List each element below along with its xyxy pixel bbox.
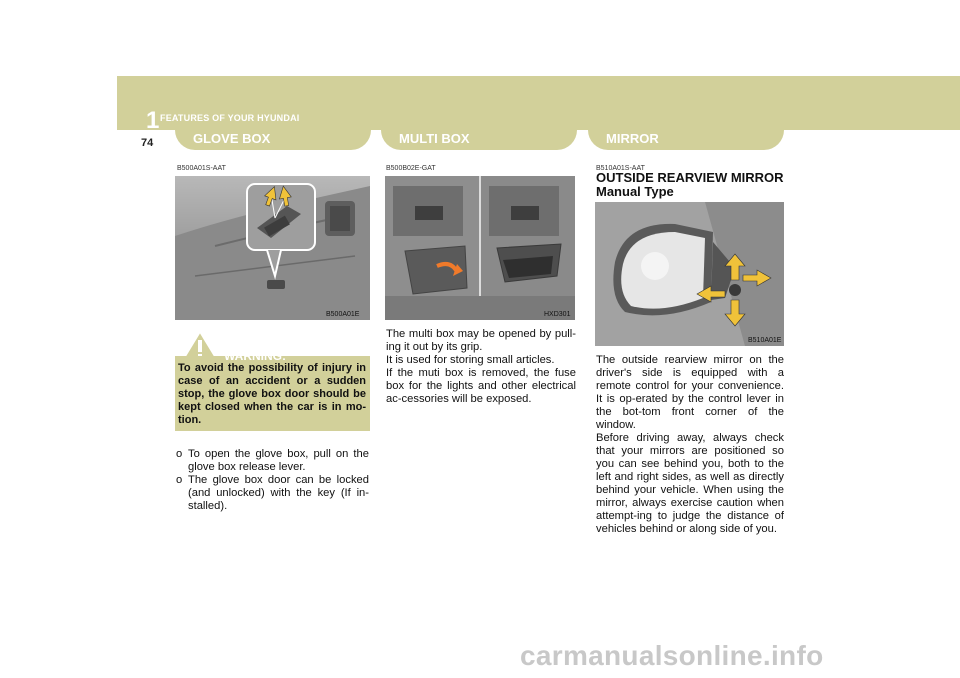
warning-text: To avoid the possibility of injury in case of an accident or a sudden stop, the glove box door should be kept closed when the car is in mo-tion. xyxy=(178,362,366,426)
mirror-illustration xyxy=(595,202,784,346)
glove-box-illustration xyxy=(175,176,370,320)
mirror-figure-label: B510A01E xyxy=(748,337,782,344)
glove-box-photo xyxy=(175,176,370,320)
multi-box-body: The multi box may be opened by pull-ing it out by its grip. It is used for storing small articles. If the muti box is removed, the fuse box for the lights and other electrical ac-cessories will be exposed. xyxy=(386,328,576,405)
watermark: carmanualsonline.info xyxy=(520,640,824,671)
section-tab-glove-box: GLOVE BOX xyxy=(175,130,371,150)
list-item: o The glove box door can be locked (and unlocked) with the key (If in-stalled). xyxy=(176,474,369,513)
mirror-subheading: Manual Type xyxy=(596,184,674,199)
mirror-heading-block xyxy=(596,171,784,199)
multi-box-illustration xyxy=(385,176,575,320)
mirror-heading: OUTSIDE REARVIEW MIRROR xyxy=(596,170,784,185)
multi-box-figure-label: HXD301 xyxy=(544,311,571,318)
glove-box-code: B500A01S-AAT xyxy=(177,165,226,172)
page-number: 74 xyxy=(141,137,154,149)
chapter-title: FEATURES OF YOUR HYUNDAI xyxy=(160,113,300,123)
glove-box-figure-label: B500A01E xyxy=(326,311,360,318)
section-tab-mirror: MIRROR xyxy=(588,130,784,150)
multi-box-photo xyxy=(385,176,575,320)
mirror-code: B510A01S-AAT xyxy=(596,165,645,172)
section-tab-multi-box: MULTI BOX xyxy=(381,130,577,150)
list-item: o To open the glove box, pull on the glove box release lever. xyxy=(176,448,369,474)
glove-box-instructions xyxy=(176,448,369,513)
mirror-photo xyxy=(595,202,784,346)
chapter-number: 1 xyxy=(146,107,160,134)
multi-box-code: B500B02E-GAT xyxy=(386,165,436,172)
mirror-body: The outside rearview mirror on the driver's side is equipped with a remote control for your convenience. It is op-erated by the control lever in the bot-tom front corner of the window. Before driving away, always check that your mirrors are positioned so you can see behind you, both to the left and right sides, as well as directly behind your vehicle. When using the mirror, always exercise caution when attempt-ing to judge the distance of vehicles behind or along side of you. xyxy=(596,354,784,535)
warning-title: WARNING: xyxy=(224,349,286,363)
